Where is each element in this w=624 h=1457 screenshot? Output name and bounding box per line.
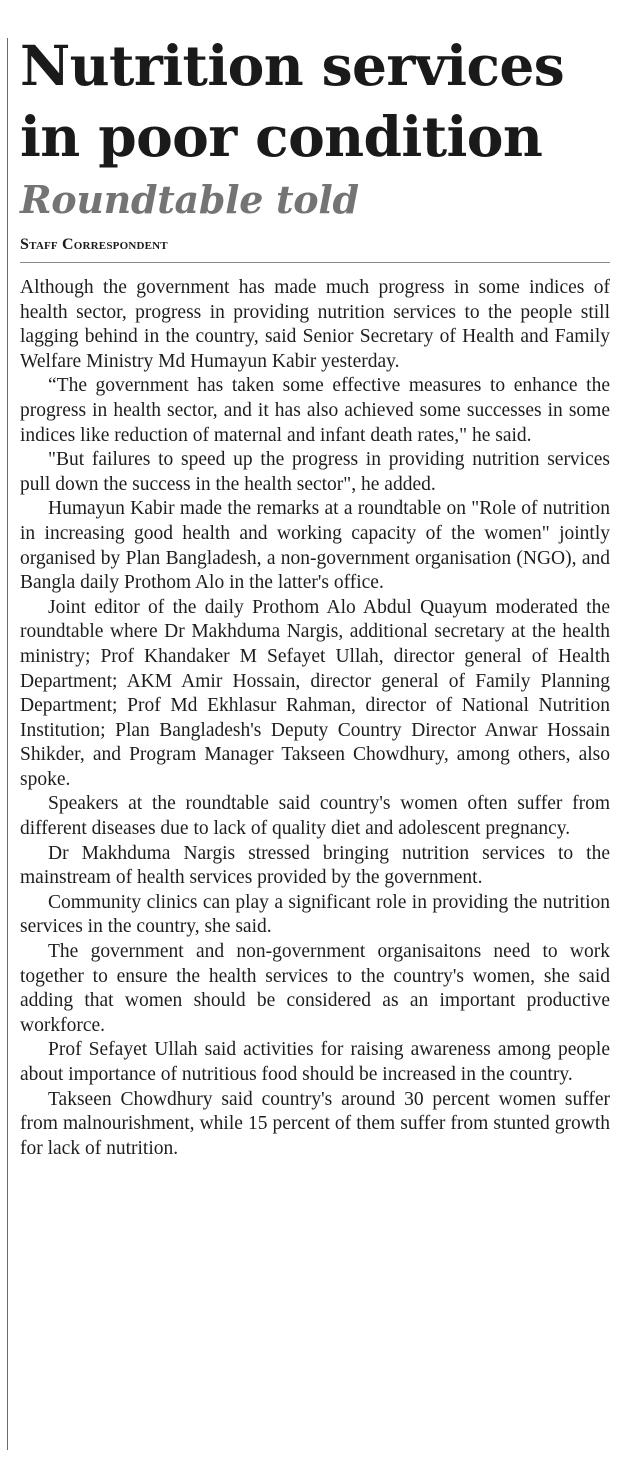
paragraph: The government and non-government organisaitons need to work together to ensure the health services to the country's women, she said adding that women should be considered as an important productive workforce. — [20, 941, 610, 1036]
paragraph: Humayun Kabir made the remarks at a roundtable on "Role of nutrition in increasing good health and working capacity of the women" jointly organised by Plan Bangladesh, a non-government organisation (NGO), and Bangla daily Prothom Alo in the latter's office. — [20, 498, 610, 594]
paragraph: Community clinics can play a significant role in providing the nutrition services in the country, she said. — [20, 891, 610, 938]
headline-line-2: in poor condition — [20, 104, 543, 169]
paragraph: Although the government has made much progress in some indices of health sector, progress in providing nutrition services to the people still lagging behind in the country, said Senior Secretary of Health and Family Welfare Ministry Md Humayun Kabir yesterday. — [20, 277, 610, 372]
paragraph: "But failures to speed up the progress in providing nutrition services pull down the success in the health sector", he added. — [20, 449, 610, 495]
article-body — [20, 276, 610, 1161]
paragraph: “The government has taken some effective measures to enhance the progress in health sector, and it has also achieved some successes in some indices like reduction of maternal and infant death rates," he said. — [20, 375, 610, 446]
headline-line-1: Nutrition services — [20, 33, 565, 98]
news-article — [20, 30, 610, 1161]
paragraph: Prof Sefayet Ullah said activities for raising awareness among people about importance of nutritious food should be increased in the country. — [20, 1039, 610, 1085]
paragraph: Speakers at the roundtable said country's women often suffer from different diseases due to lack of quality diet and adolescent pregnancy. — [20, 793, 610, 840]
paragraph: Takseen Chowdhury said country's around 30 percent women suffer from malnourishment, while 15 percent of them suffer from stunted growth for lack of nutrition. — [20, 1088, 610, 1159]
byline: Staff Correspondent — [20, 236, 610, 263]
column-rule — [7, 38, 8, 1450]
paragraph: Joint editor of the daily Prothom Alo Abdul Quayum moderated the roundtable where Dr Makhduma Nargis, additional secretary at the health ministry; Prof Khandaker M Sefayet Ullah, director general of Health Department; AKM Amir Hossain, director general of Family Planning Department; Prof Md Ekhlasur Rahman, director of National Nutrition Institution; Plan Bangladesh's Deputy Country Director Anwar Hossain Shikder, and Program Manager Takseen Chowdhury, among others, also spoke. — [20, 596, 610, 790]
headline — [20, 30, 610, 172]
paragraph: Dr Makhduma Nargis stressed bringing nutrition services to the mainstream of health services provided by the government. — [20, 842, 610, 889]
subheadline: Roundtable told — [20, 177, 359, 222]
